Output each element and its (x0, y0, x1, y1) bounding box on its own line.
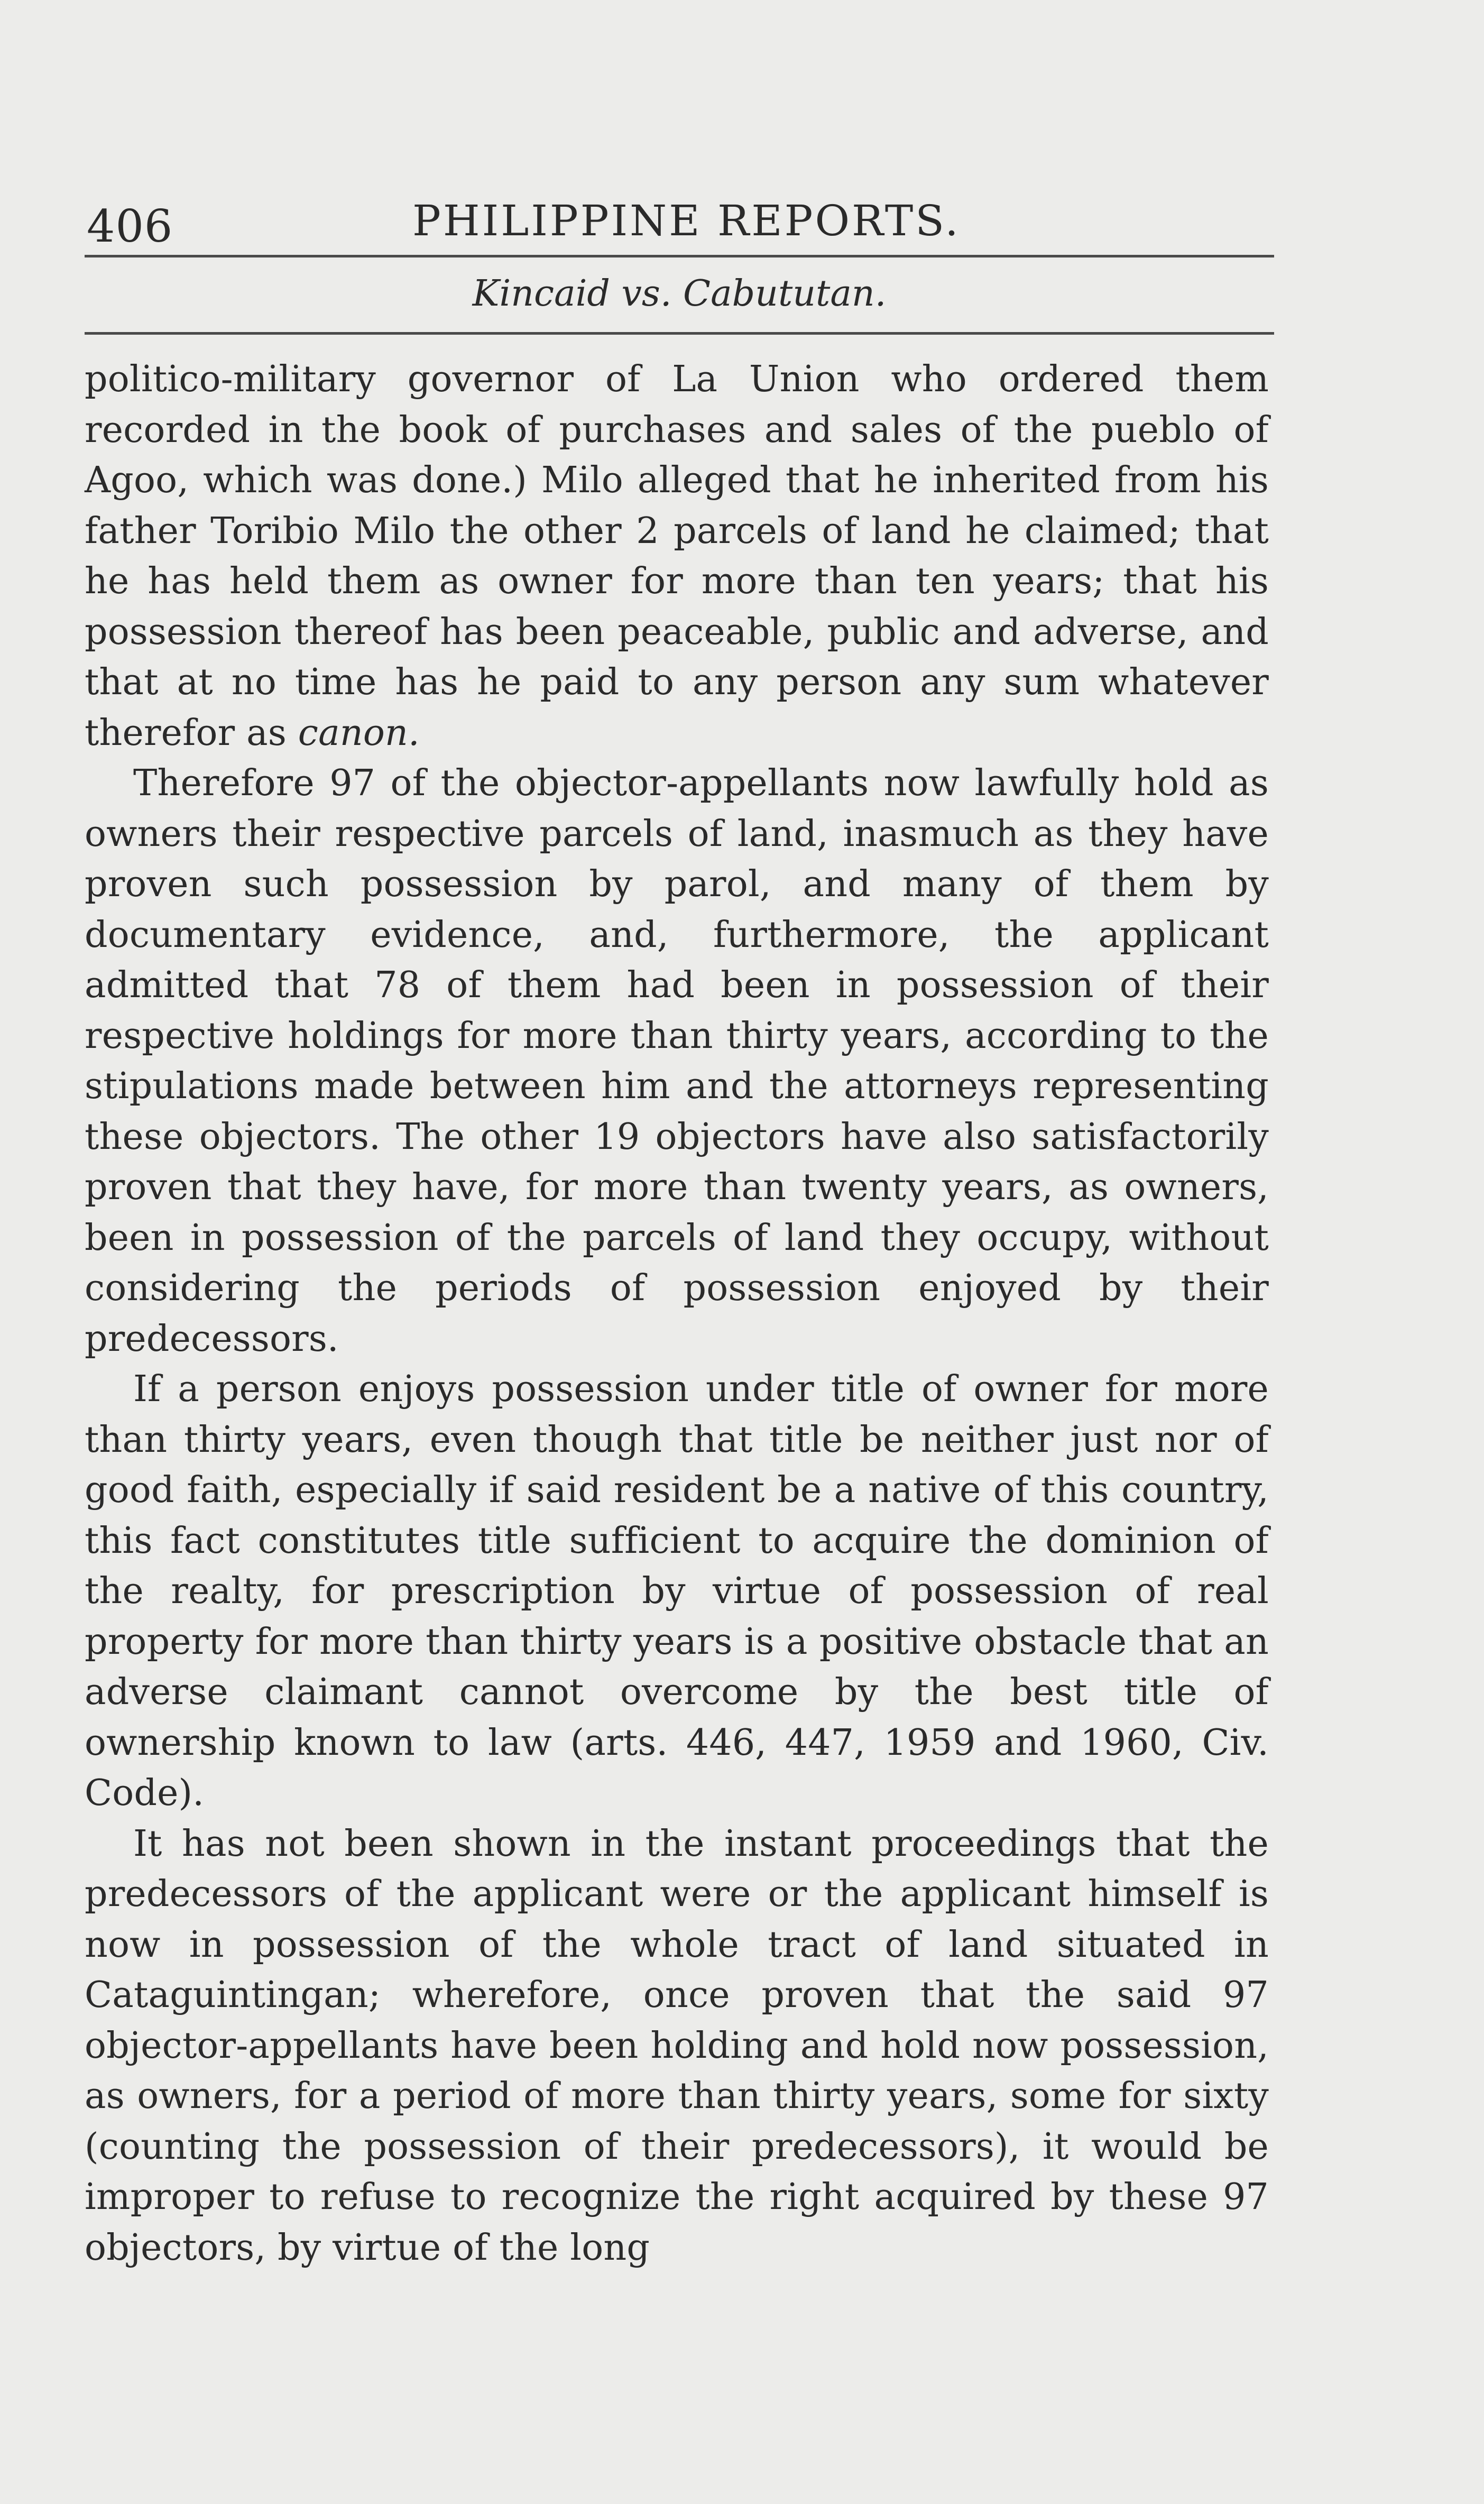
body-text (85, 354, 1269, 2273)
paragraph-1-italic: canon. (298, 712, 420, 754)
page-header (85, 180, 1279, 315)
header-rule-bottom (85, 332, 1274, 335)
case-title: Kincaid vs. Cabututan. (472, 273, 887, 315)
paragraph-4: It has not been shown in the instant proceedings that the predecessors of the applicant were or the applicant himself is now in possession of the whole tract of land situated in Cataguintingan; wherefore, once proven that the said 97 objector-appellants have been holding and hold now possession, as owners, for a period of more than thirty years, some for sixty (counting the possession of their predecessors), it would be improper to refuse to recognize the right acquired by these 97 objectors, by virtue of the long (85, 1822, 1269, 2269)
paragraph-1-text: politico-military governor of La Union who ordered them recorded in the book of purchases and sales of the pueblo of Agoo, which was done.) Milo alleged that he inherited from his father Toribio Milo the other 2 parcels of land he claimed; that he has held them as owner for more than ten years; that his possession thereof has been peaceable, public and adverse, and that at no time has he paid to any person any sum whatever therefor as (85, 358, 1269, 754)
document-page (85, 180, 1279, 2269)
paragraph-2: Therefore 97 of the objector-appellants now lawfully hold as owners their respective parcels of land, inasmuch as they have proven such possession by parol, and many of them by documentary evidence, and, furthermore, the applicant admitted that 78 of them had been in possession of their respective holdings for more than thirty years, according to the stipulations made between him and the attorneys representing these objectors. The other 19 objectors have also satisfactorily proven that they have, for more than twenty years, as owners, been in possession of the parcels of land they occupy, without considering the periods of possession enjoyed by their predecessors. (85, 762, 1269, 1360)
paragraph-3: If a person enjoys possession under title of owner for more than thirty years, even though that title be neither just nor of good faith, especially if said resident be a native of this country, this fact constitutes title sufficient to acquire the dominion of the realty, for prescription by virtue of possession of real property for more than thirty years is a positive obstacle that an adverse claimant cannot overcome by the best title of ownership known to law (arts. 446, 447, 1959 and 1960, Civ. Code). (85, 1368, 1269, 1814)
running-title: PHILIPPINE REPORTS. (412, 196, 961, 245)
paragraph-1 (85, 354, 1269, 758)
header-rule-top (85, 255, 1274, 257)
page-number: 406 (87, 200, 173, 252)
